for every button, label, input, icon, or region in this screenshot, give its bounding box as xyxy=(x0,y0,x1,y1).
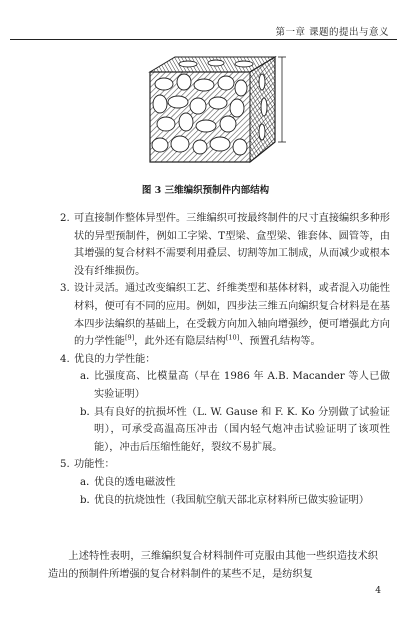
item-text-part: 、预置孔结构等。 xyxy=(239,336,321,348)
feature-list xyxy=(60,210,390,509)
header-rule xyxy=(10,39,397,40)
sub-item-text: 优良的透电磁波性 xyxy=(94,476,176,488)
item-text: 优良的力学性能： xyxy=(74,353,156,365)
list-item-5 xyxy=(60,456,390,474)
braided-preform-figure xyxy=(140,52,290,172)
item-number: 3. xyxy=(60,283,70,295)
sub-item-label: a． xyxy=(80,371,97,383)
reference-marker: [10] xyxy=(225,333,240,342)
sub-item-text: 优良的抗烧蚀性（我国航空航天部北京材料所已做实验证明） xyxy=(94,494,370,506)
closing-paragraph: 上述特性表明，三维编织复合材料制件可克服由其他一些织造技术织造出的预制件所增强的复合材料制件的某些不足，是纺织复 xyxy=(48,551,378,580)
sub-item xyxy=(80,492,390,510)
sub-item-text: 比强度高、比模量高（早在 1986 年 A.B. Macander 等人已做实验证明） xyxy=(94,371,390,400)
reference-marker: [9] xyxy=(124,333,135,342)
sub-item xyxy=(80,404,390,457)
sub-item-label: b． xyxy=(80,406,97,418)
item-text-part: ，此外还有隐层结构 xyxy=(134,336,226,348)
item-number: 5. xyxy=(60,459,70,471)
sub-item-text: 具有良好的抗损坏性（L. W. Gause 和 F. K. Ko 分别做了试验证明），可承受高温高压冲击（国内轻气炮冲击试验证明了该项性能），冲击后压缩性能好，裂纹不易扩展。 xyxy=(94,406,390,453)
item-text xyxy=(74,280,390,350)
sub-item xyxy=(80,474,390,492)
list-item-4 xyxy=(60,351,390,369)
figure-caption: 图 3 三维编织预制件内部结构 xyxy=(141,185,270,196)
sub-item xyxy=(80,368,390,403)
list-item-2 xyxy=(60,210,390,280)
item-text-part: 设计灵活。通过改变编织工艺、纤维类型和基体材料，或者混入功能性材料，便可有不同的应用。例如，四步法三维五向编织复合材料是在基本四步法编织的基础上，在受载方向加入轴向增强纱，便可增强此方向的力学性能 xyxy=(74,283,390,348)
item-text: 功能性： xyxy=(74,459,115,471)
page-number: 4 xyxy=(375,586,381,596)
sub-item-label: a． xyxy=(80,476,97,488)
chapter-title: 第一章 课题的提出与意义 xyxy=(275,27,389,38)
page-header xyxy=(0,20,411,40)
item-text: 可直接制作整体异型件。三维编织可按最终制件的尺寸直接编织多种形状的异型预制件，例如工字梁、T型梁、盒型梁、锥套体、圆管等，由其增强的复合材料不需要利用叠层、切割等加工制成，从而减少或根本没有纤维损伤。 xyxy=(74,213,390,277)
sub-item-label: b． xyxy=(80,494,97,506)
item-number: 2. xyxy=(60,213,70,224)
list-item-3 xyxy=(60,280,390,350)
braided-structure-illustration xyxy=(140,52,290,172)
item-number: 4. xyxy=(60,353,70,365)
